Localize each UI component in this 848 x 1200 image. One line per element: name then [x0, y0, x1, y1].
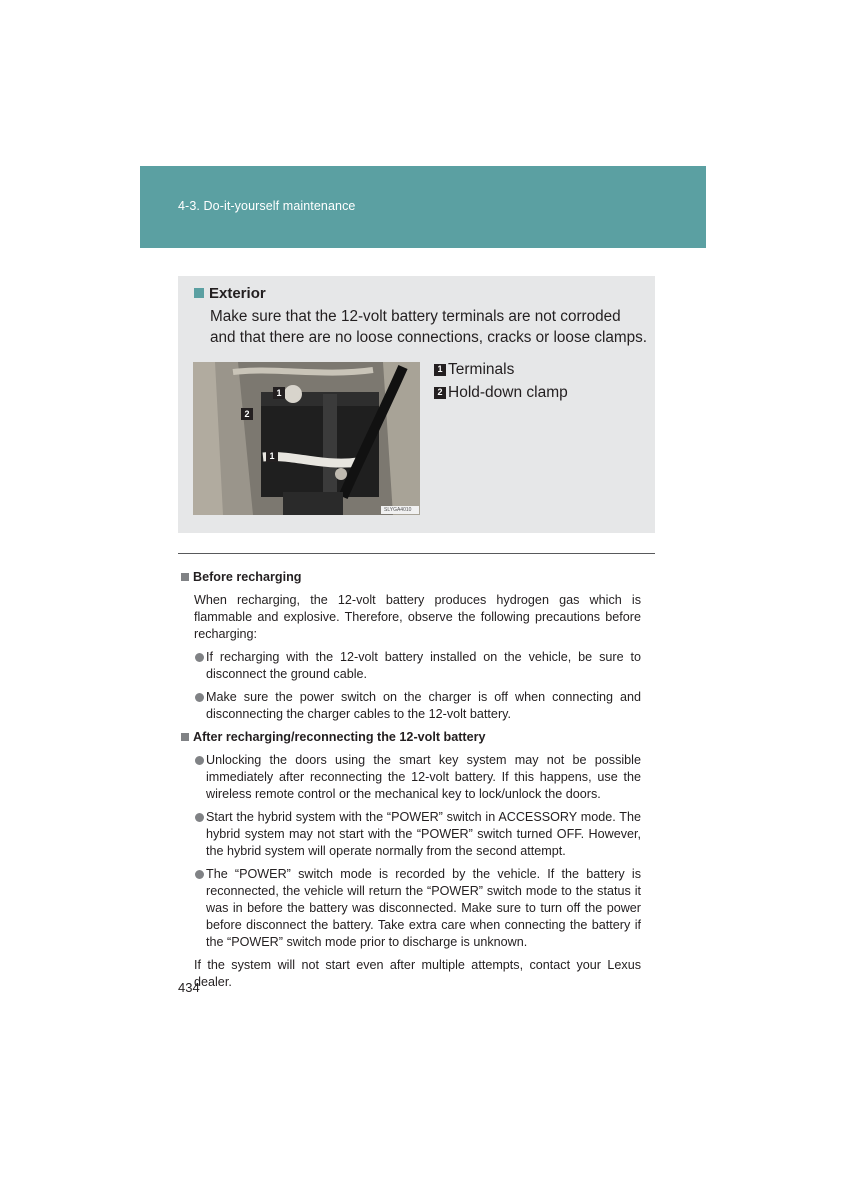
notes-section [181, 569, 641, 991]
before-recharging-heading [181, 569, 641, 586]
bullet-text: Start the hybrid system with the “POWER” switch in ACCESSORY mode. The hybrid system may not start with the “POWER” switch turned OFF. However, the hybrid system will operate normally from the second attempt. [206, 810, 641, 858]
callout-number: 1 [273, 387, 285, 399]
legend-number: 1 [434, 364, 446, 376]
bullet-dot-icon [195, 693, 204, 702]
callout-legend [434, 358, 568, 404]
after-recharging-heading [181, 729, 641, 746]
bullet-text: Make sure the power switch on the charger is off when connecting and disconnecting the charger cables to the 12-volt battery. [206, 690, 641, 721]
square-bullet-icon [194, 288, 204, 298]
callout-number: 1 [266, 450, 278, 462]
heading-text: After recharging/reconnecting the 12-volt battery [193, 730, 486, 744]
section-divider [178, 553, 655, 554]
legend-label: Terminals [448, 361, 515, 378]
paragraph: If the system will not start even after multiple attempts, contact your Lexus dealer. [194, 958, 641, 989]
bullet-item [181, 649, 641, 683]
exterior-heading-text: Exterior [209, 285, 266, 302]
heading-text: Before recharging [193, 570, 302, 584]
callout-number: 2 [241, 408, 253, 420]
section-title: 4-3. Do-it-yourself maintenance [178, 199, 356, 213]
bullet-dot-icon [195, 756, 204, 765]
bullet-dot-icon [195, 870, 204, 879]
bullet-item [181, 689, 641, 723]
battery-illustration [193, 362, 420, 515]
bullet-item [181, 866, 641, 951]
legend-number: 2 [434, 387, 446, 399]
exterior-heading [194, 285, 266, 302]
page-number: 434 [178, 980, 200, 995]
square-bullet-icon [181, 573, 189, 581]
bullet-text: The “POWER” switch mode is recorded by the vehicle. If the battery is reconnected, the vehicle will return the “POWER” switch mode to the status it was in before the battery was disconnected. Make sure to turn off the power before disconnect the battery. Take extra care when connecting the battery if the “POWER” switch mode prior to discharge is unknown. [206, 867, 641, 949]
square-bullet-icon [181, 733, 189, 741]
paragraph: When recharging, the 12-volt battery produces hydrogen gas which is flammable and explosive. Therefore, observe the following precautions before recharging: [194, 593, 641, 641]
section-header-band [140, 166, 706, 248]
photo-code: SLYGA4010 [384, 507, 412, 513]
exterior-panel [178, 276, 655, 533]
bullet-text: If recharging with the 12-volt battery installed on the vehicle, be sure to disconnect the ground cable. [206, 650, 641, 681]
bullet-item [181, 809, 641, 860]
exterior-text: Make sure that the 12-volt battery terminals are not corroded and that there are no loose connections, cracks or loose clamps. [210, 308, 648, 346]
bullet-dot-icon [195, 653, 204, 662]
legend-label: Hold-down clamp [448, 384, 568, 401]
bullet-item [181, 752, 641, 803]
bullet-text: Unlocking the doors using the smart key system may not be possible immediately after reconnecting the 12-volt battery. If this happens, use the wireless remote control or the mechanical key to lock/unlock the doors. [206, 753, 641, 801]
legend-item [434, 358, 568, 381]
bullet-dot-icon [195, 813, 204, 822]
legend-item [434, 381, 568, 404]
battery-photo [193, 362, 420, 515]
